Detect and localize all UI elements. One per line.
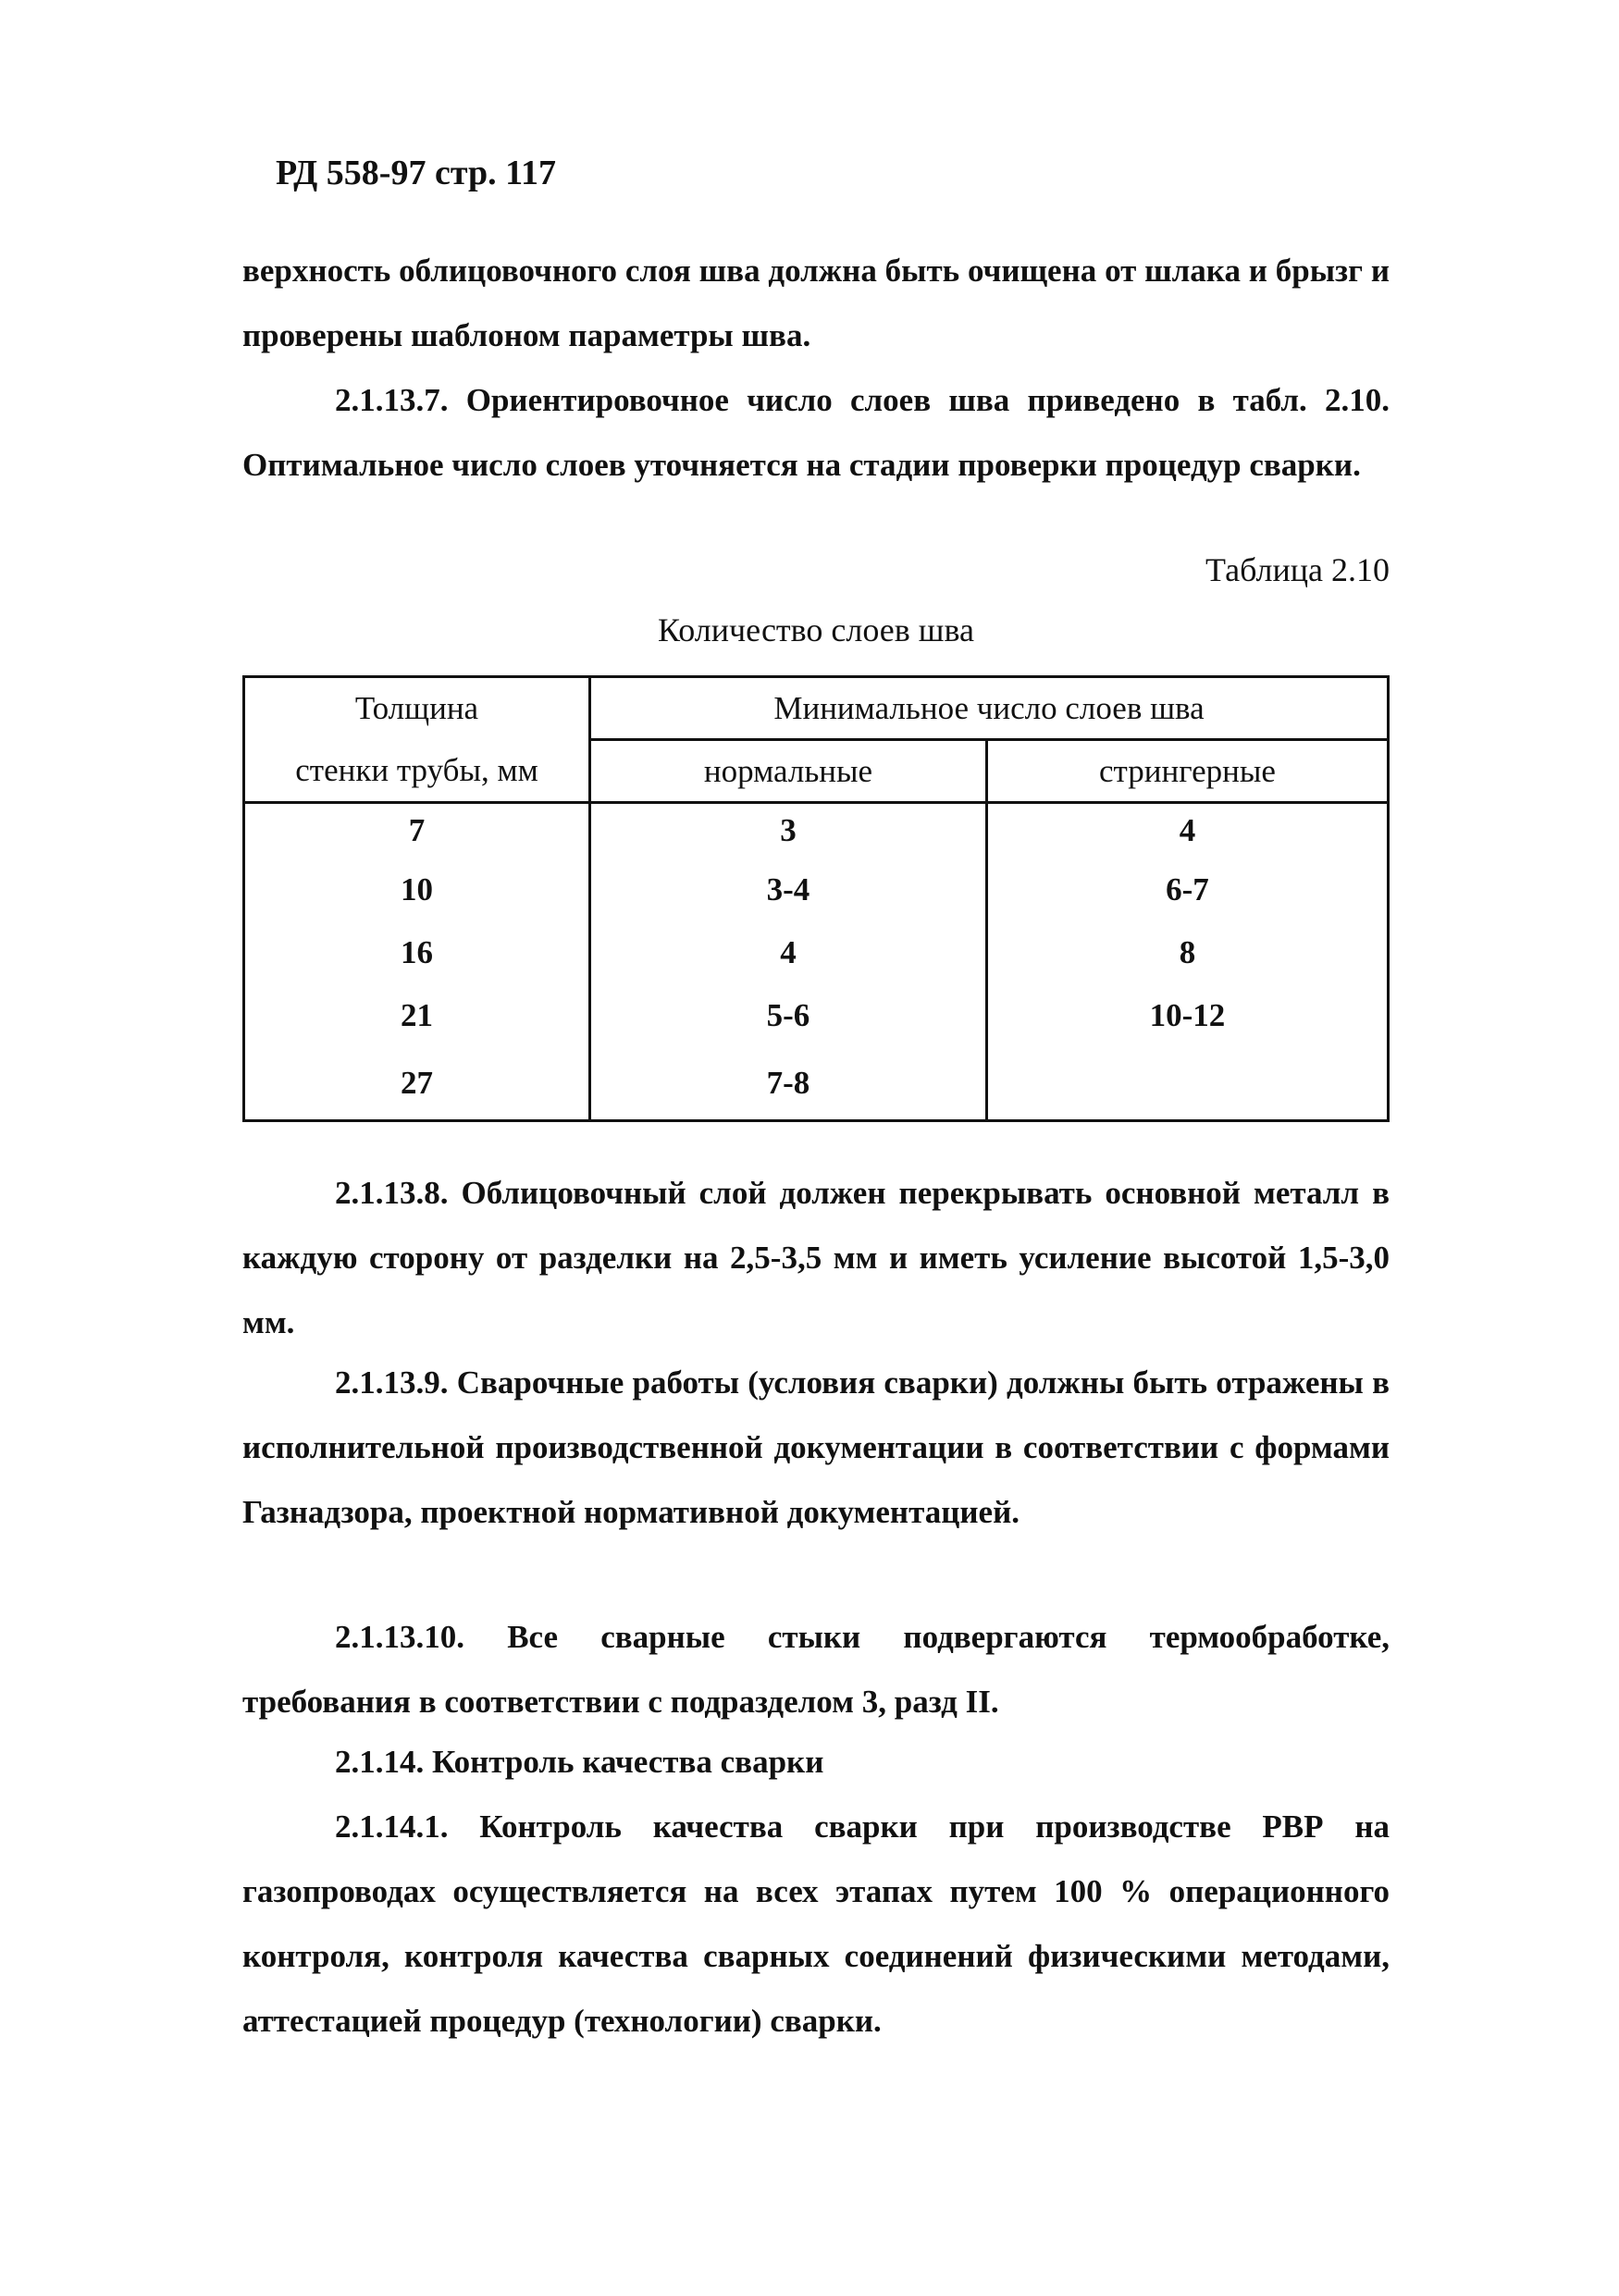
page-header: РД 558-97 стр. 117 bbox=[276, 154, 556, 192]
table-title: Количество слоев шва bbox=[658, 611, 974, 648]
subheader-stringer: стрингерные bbox=[986, 740, 1388, 803]
cell-normal: 5-6 bbox=[590, 984, 987, 1047]
col1-header-line1: Толщина bbox=[244, 677, 590, 740]
table-header-row-1 bbox=[244, 677, 1389, 740]
cell-thickness: 21 bbox=[244, 984, 590, 1047]
paragraph-3: 2.1.13.8. Облицовочный слой должен перекрывать основной металл в каждую сторону от разделки на 2,5-3,5 мм и иметь усиление высотой 1,5-3,0 мм. bbox=[242, 1175, 1390, 1340]
cell-normal: 3 bbox=[590, 803, 987, 858]
table-row bbox=[244, 803, 1389, 858]
cell-thickness: 7 bbox=[244, 803, 590, 858]
cell-stringer: 8 bbox=[986, 921, 1388, 984]
cell-stringer: 4 bbox=[986, 803, 1388, 858]
subheader-normal: нормальные bbox=[590, 740, 987, 803]
table-row bbox=[244, 984, 1389, 1047]
cell-normal: 3-4 bbox=[590, 858, 987, 921]
cell-thickness: 27 bbox=[244, 1047, 590, 1121]
paragraph-2: 2.1.13.7. Ориентировочное число слоев шва приведено в табл. 2.10. Оптимальное число слоев уточняется на стадии проверки процедур сварки. bbox=[242, 382, 1390, 483]
paragraph-6: 2.1.14.1. Контроль качества сварки при производстве РВР на газопроводах осуществляется на всех этапах путем 100 % операционного контроля, контроля качества сварных соединений физическими методами, аттестацией процедур (технологии) сварки. bbox=[242, 1808, 1390, 2039]
table-row bbox=[244, 858, 1389, 921]
section-heading: 2.1.14. Контроль качества сварки bbox=[335, 1744, 824, 1780]
table-header-row-2 bbox=[244, 740, 1389, 803]
table-caption: Таблица 2.10 bbox=[1205, 551, 1390, 588]
cell-thickness: 10 bbox=[244, 858, 590, 921]
cell-stringer: 10-12 bbox=[986, 984, 1388, 1047]
col1-header-line2: стенки трубы, мм bbox=[244, 740, 590, 803]
paragraph-1: верхность облицовочного слоя шва должна быть очищена от шлака и брызг и проверены шаблоном параметры шва. bbox=[242, 253, 1390, 353]
layers-table bbox=[242, 675, 1390, 1122]
cell-thickness: 16 bbox=[244, 921, 590, 984]
table-row bbox=[244, 1047, 1389, 1121]
cell-stringer: 6-7 bbox=[986, 858, 1388, 921]
cell-stringer bbox=[986, 1047, 1388, 1121]
cell-normal: 7-8 bbox=[590, 1047, 987, 1121]
paragraph-4: 2.1.13.9. Сварочные работы (условия сварки) должны быть отражены в исполнительной производственной документации в соответствии с формами Газнадзора, проектной нормативной документацией. bbox=[242, 1364, 1390, 1530]
group-header: Минимальное число слоев шва bbox=[590, 677, 1389, 740]
cell-normal: 4 bbox=[590, 921, 987, 984]
paragraph-5: 2.1.13.10. Все сварные стыки подвергаются термообработке, требования в соответствии с подразделом 3, разд II. bbox=[242, 1619, 1390, 1720]
table-row bbox=[244, 921, 1389, 984]
